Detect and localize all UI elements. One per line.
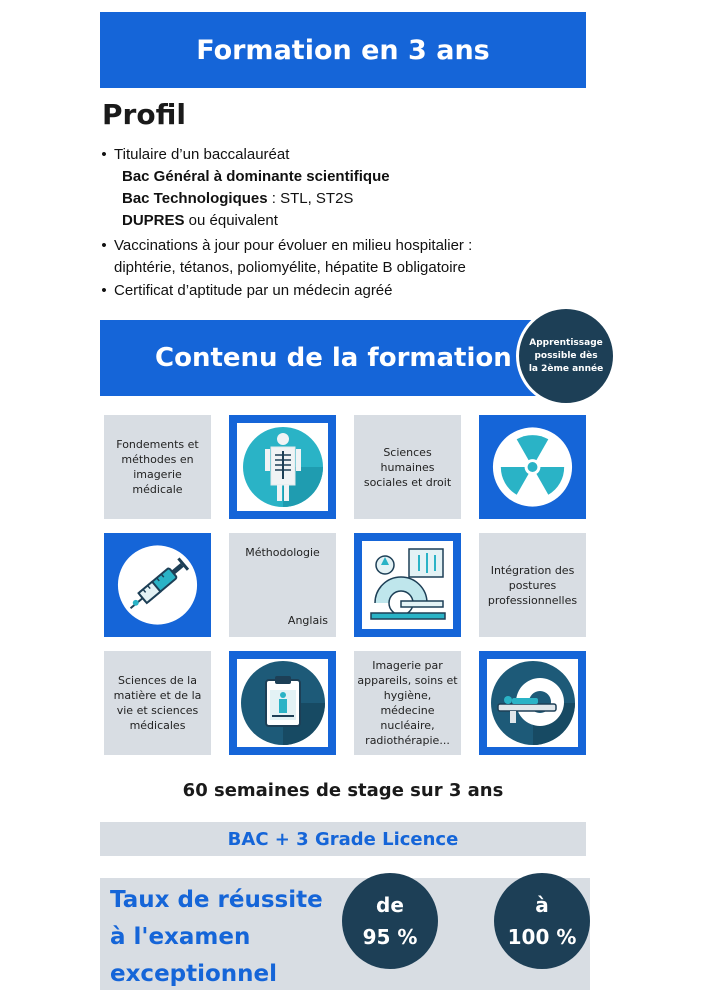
bullet-dot: • bbox=[101, 146, 107, 163]
tile-xray-person bbox=[229, 415, 336, 519]
bullet-dot: • bbox=[101, 237, 107, 254]
tile-radiation bbox=[479, 415, 586, 519]
tile-sciences-humaines: Sciences humaines sociales et droit bbox=[354, 415, 461, 519]
radiation-icon bbox=[487, 423, 578, 511]
clipboard-xray-icon bbox=[240, 660, 326, 746]
licence-bar bbox=[100, 822, 586, 856]
vaccinations-line2: diphtérie, tétanos, poliomyélite, hépatite B obligatoire bbox=[114, 259, 466, 276]
tile-clipboard-xray bbox=[229, 651, 336, 755]
vaccinations-line1: Vaccinations à jour pour évoluer en milieu hospitalier : bbox=[114, 237, 473, 254]
taux-text: Taux de réussite à l'examen exceptionnel bbox=[110, 887, 323, 987]
mri-scanner-icon bbox=[490, 660, 576, 746]
anglais-label: Anglais bbox=[287, 614, 328, 627]
tile-sciences-matiere: Sciences de la matière et de la vie et sciences médicales bbox=[104, 651, 211, 755]
bullet-dot: • bbox=[101, 282, 107, 299]
apprentissage-badge: Apprentissage possible dès la 2ème année bbox=[516, 306, 616, 406]
rate-to-circle: à 100 % bbox=[494, 873, 590, 969]
contenu-banner bbox=[100, 320, 540, 396]
tile-fondements: Fondements et méthodes en imagerie médicale bbox=[104, 415, 211, 519]
bac-techno: Bac Technologiques : STL, ST2S bbox=[122, 190, 354, 207]
licence-label: BAC + 3 Grade Licence bbox=[227, 828, 459, 850]
bac-intro: Titulaire d’un baccalauréat bbox=[114, 146, 290, 163]
tile-medical-imaging bbox=[354, 533, 461, 637]
page-title: Formation en 3 ans bbox=[196, 34, 490, 66]
medical-imaging-icon bbox=[365, 543, 451, 627]
rate-from-circle: de 95 % bbox=[342, 873, 438, 969]
contenu-heading: Contenu de la formation bbox=[155, 343, 512, 373]
certificat: Certificat d’aptitude par un médecin agréé bbox=[114, 282, 393, 299]
tile-imagerie: Imagerie par appareils, soins et hygiène, médecine nucléaire, radiothérapie... bbox=[354, 651, 461, 755]
stage-text: 60 semaines de stage sur 3 ans bbox=[182, 780, 504, 801]
bac-general: Bac Général à dominante scientifique bbox=[122, 168, 390, 185]
title-banner bbox=[100, 12, 586, 88]
tile-syringe bbox=[104, 533, 211, 637]
tile-integration: Intégration des postures professionnelles bbox=[479, 533, 586, 637]
syringe-icon bbox=[112, 541, 203, 629]
tile-mri-scanner bbox=[479, 651, 586, 755]
profil-heading: Profil bbox=[102, 98, 186, 131]
tile-methodologie-anglais bbox=[229, 533, 336, 637]
dupres: DUPRES ou équivalent bbox=[122, 212, 278, 229]
methodologie-label: Méthodologie bbox=[245, 546, 320, 559]
xray-person-icon bbox=[241, 425, 325, 509]
